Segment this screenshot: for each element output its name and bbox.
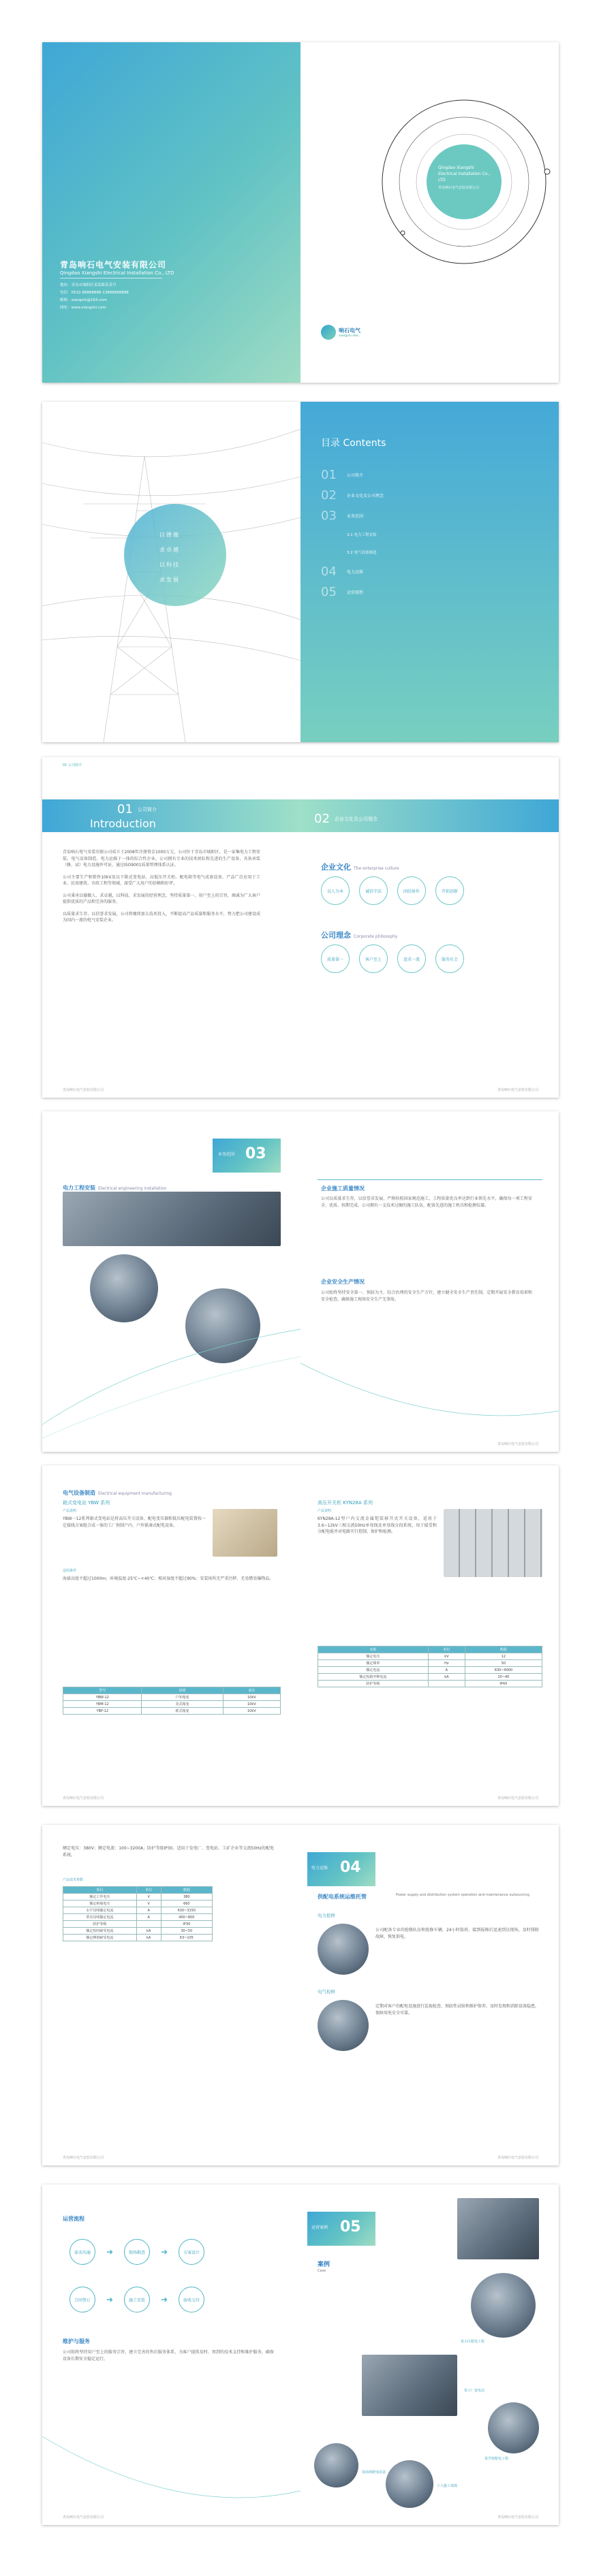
case-label-en: Case (318, 2269, 326, 2273)
right-name-en: Qingdao Xiangshi Electrical Installation Co., LTD (438, 165, 491, 182)
box-table (63, 1687, 281, 1715)
paragraph: 公司主要生产和销售10kV及以下箱式变电站、高低压开关柜、配电箱等电气成套设备，产品广泛应用于工业、民用建筑、市政工程等领域，深受广大用户的信赖和好评。 (63, 874, 260, 886)
section-title: 业务范围 (218, 1152, 235, 1157)
flow-step: 合同签订 (70, 2287, 95, 2312)
safety-text: 公司始终坚持安全第一、预防为主、综合治理的安全生产方针，建立健全安全生产责任制，定期开展安全教育培训和安全检查，确保施工现场安全生产无事故。 (321, 1290, 532, 1302)
service-title: 维护与服务 (63, 2338, 90, 2344)
value-2: 求卓越 (159, 547, 180, 553)
section-num: 04 (340, 1859, 361, 1876)
contents-title: 目录 Contents (321, 438, 386, 449)
substation-photo (213, 1509, 277, 1557)
case-caption: 某小区配电工程 (461, 2340, 485, 2344)
contents-right (300, 402, 559, 742)
scope-right (300, 1111, 559, 1452)
kyn-text: KYN28A-12型户内交流金属铠装移开式开关设备，适用于3.6~12kV三相交流50Hz单母线及单母线分段系统，用于接受和分配电能并对电路实行控制、保护和检测。 (318, 1516, 437, 1534)
table-row: YBW-12 户外箱变 10kV (63, 1694, 281, 1701)
case-caption: 某商场配电改造 (362, 2470, 386, 2475)
table-row: YBP-12 欧式箱变 10kV (63, 1708, 281, 1715)
section-title: 运营案例 (311, 2225, 328, 2230)
case-caption: 某学校配电工程 (484, 2457, 509, 2461)
table-header: 型号 (63, 1687, 142, 1694)
toc-item[interactable]: 01 公司简介 (321, 467, 364, 482)
item1-text: 公司配备专业的抢修队伍和抢修车辆，24小时值班，接到报修后迅速到达现场，及时排除故障，恢复供电。 (375, 1928, 539, 1939)
nav-left: 01 公司简介 (63, 763, 82, 767)
manufacture-heading: 电气设备制造 Electrical equipment manufacturing (63, 1490, 172, 1496)
spread-contents (42, 402, 559, 742)
idea-heading: 公司理念 Corporate philosophy (321, 931, 398, 940)
table-row: 防护等级 IP4X (318, 1681, 542, 1687)
value-3: 以科技 (159, 562, 180, 568)
case-photo-6 (386, 2460, 433, 2508)
culture-tag: 团结协作 (397, 876, 426, 905)
kyn-title: 高压开关柜 KYN28A 系列 (318, 1500, 373, 1506)
footer-right: 青岛响石电气安装有限公司 (497, 1442, 538, 1446)
table-row: 额定峰值耐受电流 kA 63~105 (63, 1935, 213, 1941)
item2-title: 电气检修 (318, 1989, 335, 1994)
decorative-curves (42, 1288, 300, 1452)
flow-step: 验收交付 (179, 2287, 204, 2312)
cover-front (300, 42, 559, 383)
tel: 电话：0532-88888888 13888888888 (60, 291, 129, 295)
left-text: 额定电压：380V；额定电流：100~3200A；防护等级IP30。适用于发电厂、变电站、工矿企业等交流50Hz的配电系统。 (63, 1846, 274, 1858)
safety-title: 企业安全生产情况 (321, 1279, 365, 1285)
repair-truck-photo (318, 1924, 369, 1975)
footer-right: 青岛响石电气安装有限公司 (497, 2156, 538, 2160)
toc-item[interactable]: 02 企业文化及公司理念 (321, 488, 384, 503)
process-title: 运营流程 (63, 2216, 84, 2222)
table-row: 防护等级 IP30 (63, 1921, 213, 1928)
overview-title: 企业施工质量情况 (321, 1186, 365, 1192)
logo-mark-icon (321, 325, 336, 340)
section-num: 01 (117, 802, 133, 816)
idea-tag: 质量第一 (321, 944, 350, 973)
spread-cover (42, 42, 559, 383)
spread-maintenance (42, 1825, 559, 2165)
box-intro-label: 产品说明 (63, 1509, 77, 1513)
case-label: 案例 (318, 2261, 330, 2268)
paragraph: 公司秉承以德做人、求卓越，以科技、求发展的经营理念，坚持质量第一、用户至上的宗旨，竭诚为广大客户提供优质的产品和完善的服务。 (63, 893, 260, 904)
box-title: 箱式变电站 YBW 系列 (63, 1500, 110, 1506)
idea-tag: 客户至上 (359, 944, 388, 973)
logo-text-en: xiangshi elec. (339, 334, 360, 338)
case-photo-5 (314, 2443, 358, 2487)
spread-process (42, 2184, 559, 2525)
table-row: 额定绝缘电压 V 660 (63, 1901, 213, 1907)
section-title-cn: 公司简介 (138, 807, 157, 812)
footer-left: 青岛响石电气安装有限公司 (63, 2156, 104, 2160)
decorative-curves (42, 2409, 300, 2525)
footer-left: 青岛响石电气安装有限公司 (63, 2515, 104, 2519)
sub-title-en: Power supply and distribution system operation and maintenance outsourcing (396, 1893, 529, 1897)
table-row: 额定工作电压 V 380 (63, 1894, 213, 1901)
arrow-right-icon: ➜ (161, 2247, 168, 2257)
toc-item[interactable]: 04 电力运维 (321, 564, 364, 579)
spread-manufacture (42, 1465, 559, 1806)
case-photo-4 (488, 2402, 539, 2453)
culture-tag: 以人为本 (321, 876, 350, 905)
contents-left (42, 402, 300, 742)
address: 地址：青岛市城阳区某某路某某号 (60, 283, 117, 287)
case-caption: 某工厂变电站 (464, 2389, 485, 2393)
footer-right: 青岛响石电气安装有限公司 (497, 2515, 538, 2519)
arrow-right-icon: ➜ (106, 2247, 114, 2257)
switchgear-cabinet-photo (444, 1509, 542, 1577)
flow-step: 需求沟通 (70, 2239, 95, 2265)
table-row: YBM-12 美式箱变 10kV (63, 1701, 281, 1708)
contact-block (60, 282, 129, 312)
website: 网址：www.xiangshi.com (60, 306, 106, 310)
culture-heading: 企业文化 The enterprise culture (321, 863, 399, 872)
section-title-en: Introduction (90, 817, 156, 830)
footer-right: 青岛响石电气安装有限公司 (497, 1088, 538, 1092)
arrow-right-icon: ➜ (161, 2295, 168, 2304)
service-text: 公司始终坚持用户至上的服务宗旨，建立完善的售后服务体系，为客户提供及时、周到的技术支持和维护服务，确保设备长期安全稳定运行。 (63, 2350, 274, 2362)
item1-title: 电力抢修 (318, 1913, 335, 1918)
footer-left: 青岛响石电气安装有限公司 (63, 1796, 104, 1800)
flow-step: 方案设计 (179, 2239, 204, 2265)
section-num-2: 02 (314, 812, 330, 826)
culture-tags (321, 876, 464, 905)
toc-item[interactable]: 3.2 电气设备制造 (347, 551, 377, 555)
install-heading: 电力工程安装 Electrical engineering installation (63, 1185, 167, 1191)
intro-right (300, 757, 559, 1098)
box-text: YBW一12系列箱式变电站是将高压开关设备、配电变压器和低压配电装置按一定接线方案组合成一体的工厂预制户内、户外紧凑式配电设备。 (63, 1516, 206, 1528)
value-4: 求发展 (159, 577, 180, 583)
table-header: 名称 (318, 1647, 429, 1653)
flow-step: 现场勘查 (124, 2239, 150, 2265)
sub-title: 供配电系统运维托管 (318, 1894, 367, 1900)
toc-item[interactable]: 05 运营流程 (321, 584, 364, 599)
divider (318, 1179, 542, 1180)
values-list (159, 528, 180, 588)
section-title-2: 企业文化及公司理念 (335, 816, 377, 822)
table-row: 额定短路开断电流 kA 20~40 (318, 1674, 542, 1681)
paragraph: 以质量求生存，以信誉求发展，公司将继续加大技术投入，不断提高产品质量和服务水平，努力把公司建设成为国内一流的电气安装企业。 (63, 911, 260, 923)
scope-left (42, 1111, 300, 1452)
culture-tag: 开拓创新 (435, 876, 464, 905)
process-right (300, 2184, 559, 2525)
section-num: 05 (340, 2219, 361, 2236)
case-photo-3 (362, 2355, 457, 2416)
decorative-curves (300, 1336, 559, 1452)
intro-left (42, 757, 300, 1098)
table-header: 项目 (63, 1887, 137, 1894)
logo-text-cn: 响石电气 (339, 328, 360, 334)
process-left (42, 2184, 300, 2525)
box-use-label: 适用条件 (63, 1569, 77, 1573)
kyn-label: 产品说明 (318, 1509, 332, 1513)
company-name-cn: 青岛响石电气安装有限公司 (60, 260, 167, 270)
section-title: 电力运维 (311, 1866, 328, 1871)
switchgear-photo (63, 1192, 281, 1246)
table-row: 额定电流 A 630~4000 (318, 1667, 542, 1674)
manufacture-right (300, 1465, 559, 1806)
case-photo-2 (471, 2273, 536, 2338)
spread-introduction (42, 757, 559, 1098)
params-table (63, 1886, 213, 1941)
footer-right: 青岛响石电气安装有限公司 (497, 1796, 538, 1800)
divider (60, 278, 162, 279)
value-1: 以德做 (159, 532, 180, 538)
case-caption: 工人施工现场 (437, 2484, 458, 2488)
email: 邮箱：xiangshi@163.com (60, 298, 108, 302)
flow-step: 施工安装 (124, 2287, 150, 2312)
culture-tag: 诚信守法 (359, 876, 388, 905)
maint-right (300, 1825, 559, 2165)
company-name-en: Qingdao Xiangshi Electrical Installation Co., LTD (60, 270, 174, 276)
kyn-table (318, 1646, 542, 1687)
spread-scope (42, 1111, 559, 1452)
intro-text (63, 849, 260, 924)
idea-tag: 服务社会 (435, 944, 464, 973)
table-row: 额定电压 kV 12 (318, 1653, 542, 1660)
cover-back (42, 42, 300, 383)
manufacture-left (42, 1465, 300, 1806)
table-header: 单位 (136, 1887, 161, 1894)
table-header: 说明 (142, 1687, 223, 1694)
item2-text: 定期对客户的配电设施进行巡视检查、预防性试验和维护保养，及时发现和消除设备隐患，保障用电安全可靠。 (375, 2004, 540, 2016)
table-header: 数据 (161, 1887, 212, 1894)
logo (321, 325, 360, 340)
section-num: 03 (245, 1145, 266, 1162)
inspection-photo (318, 2000, 369, 2051)
table-row: 额定短时耐受电流 kA 30~50 (63, 1928, 213, 1935)
table-header: 单位 (428, 1647, 465, 1653)
table-row: 垂直母线额定电流 A 400~800 (63, 1914, 213, 1921)
flow-row-2 (70, 2287, 204, 2312)
paragraph: 青岛响石电气安装有限公司成立于2008年注册资金1000万元，公司位于青岛市城阳区，是一家集电力工程安装、电气设备制造、电力运维于一体的综合性企业。公司拥有专业的技术团队和先进的生产设备，具备承装（修、试）电力设施许可证，通过ISO9001质量管理体系认证。 (63, 850, 260, 868)
idea-tags (321, 944, 464, 973)
toc-item[interactable]: 3.1 电力工程安装 (347, 533, 377, 537)
table-row: 水平母线额定电流 A 630~3150 (63, 1907, 213, 1914)
box-use-text: 海拔高度不超过1000m；环境温度-25℃~+40℃；相对湿度不超过90%；安装场所无严重污秽、无易燃易爆物品。 (63, 1576, 274, 1581)
case-photo-1 (457, 2198, 539, 2259)
left-table-label: 产品技术参数 (63, 1878, 84, 1882)
right-name-cn: 青岛响石电气安装有限公司 (438, 186, 480, 190)
table-row: 额定频率 Hz 50 (318, 1660, 542, 1667)
idea-tag: 追求一流 (397, 944, 426, 973)
overview-text: 公司以质量求生存，以信誉求发展，严格按照国家规范施工，工程质量优良率达到行业领先水平，确保每一项工程安全、优质、按期完成。公司拥有一支技术过硬的施工队伍，配备先进的施工机具和检测仪器。 (321, 1196, 532, 1208)
toc-list (321, 464, 525, 602)
arrow-right-icon: ➜ (106, 2295, 114, 2304)
toc-item[interactable]: 03 业务范围 (321, 508, 364, 523)
flow-row-1 (70, 2239, 204, 2265)
footer-left: 青岛响石电气安装有限公司 (63, 1088, 104, 1092)
table-header: 备注 (223, 1687, 280, 1694)
table-header: 数据 (465, 1647, 542, 1653)
maint-left (42, 1825, 300, 2165)
